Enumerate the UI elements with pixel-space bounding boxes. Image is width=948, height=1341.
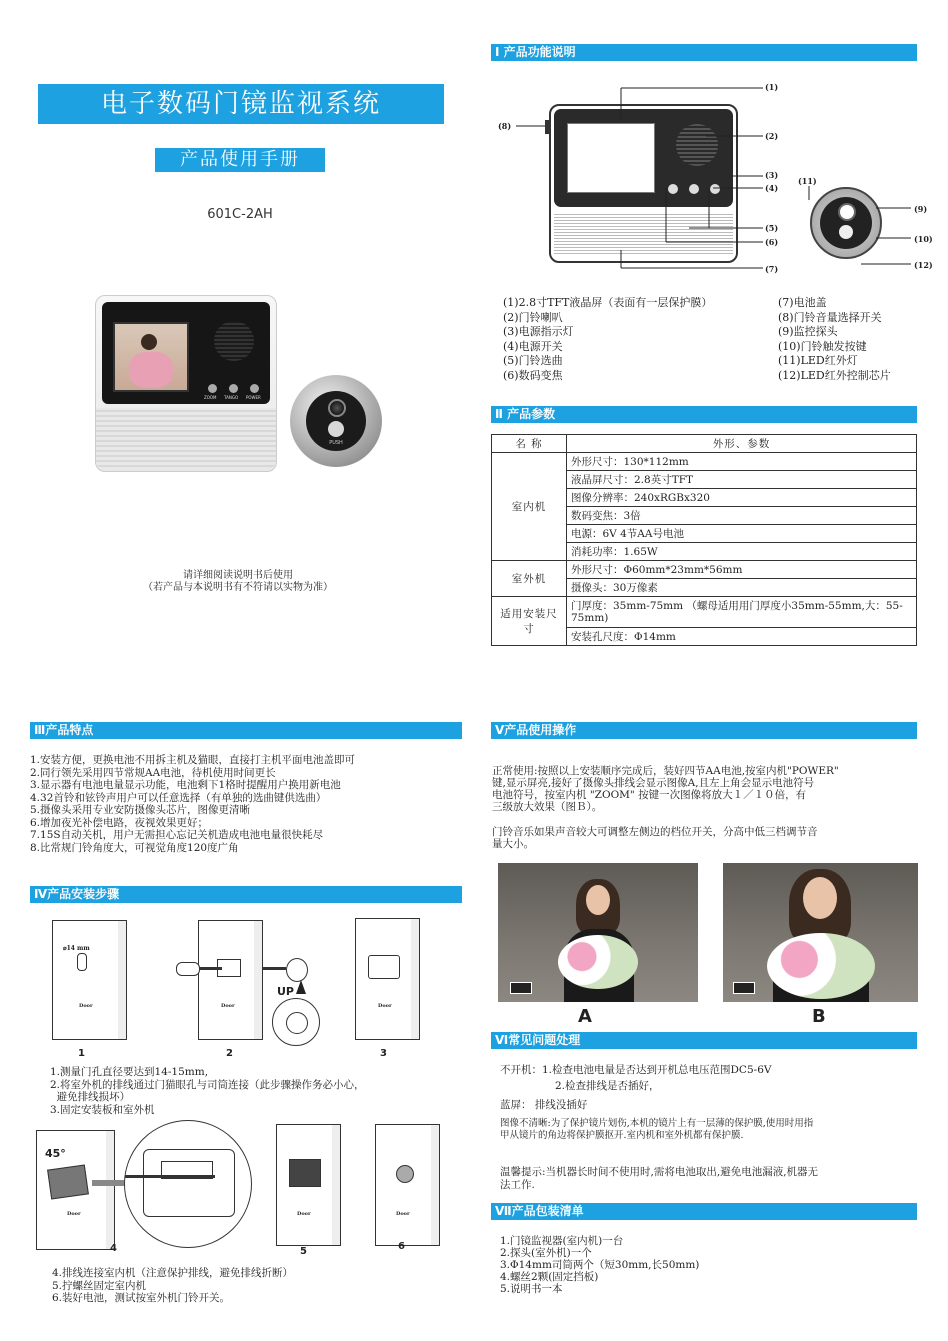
text-line: 键,显示屏亮,接好了摄像头排线会显示图像A,且左上角会显示电池符号 [492, 777, 815, 789]
screen-flowers [129, 352, 173, 388]
btn-label-tango: TANGO [224, 395, 239, 400]
feature-item: (5)门铃选曲 [503, 354, 563, 367]
photo-b-label: B [812, 1006, 826, 1027]
step-5-door-edge [332, 1124, 341, 1246]
feature-list-left [503, 296, 712, 383]
list-item: 7.15S自动关机，用户无需担心忘记关机造成电池电量很快耗尽 [30, 829, 324, 841]
battery-cover-grille [96, 408, 276, 470]
table-cell: 液晶屏尺寸：2.8英寸TFT [567, 471, 917, 489]
section-2-header: Ⅱ 产品参数 [491, 406, 917, 423]
text-line: 温馨提示:当机器长时间不使用时,需将电池取出,避免电池漏液,机器无 [500, 1166, 819, 1178]
table-cell: 图像分辨率：240xRGBx320 [567, 489, 917, 507]
arrow-left-icon [262, 967, 286, 970]
text-line: 三级放大效果（图Ｂ）。 [492, 801, 603, 813]
cover-note-line2: （若产品与本说明书有不符请以实物为准） [143, 582, 333, 593]
step-4-door-edge [106, 1130, 115, 1250]
callout-6: (6) [765, 237, 779, 247]
callout-1: (1) [765, 82, 779, 92]
indoor-screen [113, 322, 189, 392]
speaker-grille [214, 321, 254, 361]
troubleshoot-1: 不开机：1.检查电池电量是否达到开机总电压范围DC5-6V [500, 1064, 772, 1076]
table-cell: 外形尺寸：130*112mm [567, 453, 917, 471]
doorbell-camera-icon [396, 1165, 414, 1183]
section-5-header: Ⅴ产品使用操作 [491, 722, 917, 739]
list-item: 2.探头(室外机)一个 [500, 1247, 592, 1259]
text-line: 电池符号，按室内机 "ZOOM" 按键一次图像将放大１／１０倍，有 [492, 789, 807, 801]
text-line: 门铃音乐如果声音较大可调整左侧边的档位开关，分高中低三档调节音 [492, 826, 818, 838]
step-2-door [198, 920, 256, 1040]
door-label: Door [297, 1211, 311, 1217]
list-item: 8.比常规门铃角度大，可视觉角度120度广角 [30, 841, 239, 854]
feature-list-right [778, 296, 891, 383]
spec-table [491, 434, 917, 646]
feature-item: (2)门铃喇叭 [503, 310, 563, 324]
plate-inner-icon [286, 1012, 308, 1034]
feature-item: (1)2.8寸TFT液晶屏（表面有一层保护膜） [503, 296, 713, 309]
feature-item: (7)电池盖 [778, 296, 827, 309]
feature-item: (6)数码变焦 [503, 368, 563, 382]
outdoor-camera-image [290, 375, 382, 467]
table-row [492, 561, 917, 579]
section-3-header: Ⅲ产品特点 [30, 722, 462, 739]
up-label: UP [277, 985, 294, 998]
callout-4: (4) [765, 183, 779, 193]
text-line: 甲从镜片的角边将保护膜抠开.室内机和室外机都有保护膜. [500, 1129, 744, 1141]
step-6-door [375, 1124, 433, 1246]
photo-a [498, 863, 698, 1002]
list-item: 3.Φ14mm司筒两个（短30mm,长50mm) [500, 1259, 700, 1271]
feature-item: (3)电源指示灯 [503, 325, 574, 338]
tango-button-icon [229, 384, 238, 393]
row-label-indoor: 室内机 [492, 453, 567, 561]
table-cell: 安装孔尺度：Φ14mm [567, 628, 917, 646]
bell-button-icon [328, 421, 344, 437]
callout-5: (5) [765, 223, 779, 233]
btn-label-zoom: ZOOM [204, 395, 217, 400]
text-line: 法工作. [500, 1178, 535, 1191]
step-5-door [276, 1124, 334, 1246]
text-line: 量大小。 [492, 838, 534, 850]
callout-3: (3) [765, 170, 779, 180]
arrow-right-icon [200, 967, 222, 970]
step-3-door [355, 918, 413, 1040]
list-item: 1.安装方便，更换电池不用拆主机及猫眼，直接打主机平面电池盖即可 [30, 754, 356, 766]
feature-item: (4)电源开关 [503, 339, 563, 353]
table-cell: 门厚度：35mm-75mm （螺母适用用门厚度小35mm-55mm,大：55-75mm) [567, 597, 917, 628]
ribbon-cable-icon [125, 1175, 215, 1178]
table-cell: 消耗功率：1.65W [567, 543, 917, 561]
sleeve-icon [176, 962, 200, 976]
list-item: 3.固定安装板和室外机 [50, 1103, 155, 1116]
table-cell: 摄像头：30万像素 [567, 579, 917, 597]
step-4-door [36, 1130, 108, 1250]
door-hole-icon [77, 953, 87, 971]
callout-12: (12) [914, 260, 933, 270]
product-features [30, 754, 355, 854]
diagram-leader-lines [491, 70, 941, 280]
step-num-3: 3 [380, 1048, 387, 1059]
list-item: 4.排线连接室内机（注意保护排线，避免排线折断） [52, 1267, 294, 1279]
list-item: 4.螺丝2颗(固定挡板) [500, 1271, 599, 1283]
feature-item: (9)监控探头 [778, 325, 838, 338]
feature-item: (12)LED红外控制芯片 [778, 368, 891, 382]
text-line: 正常使用:按照以上安装顺序完成后，装好四节AA电池,按室内机"POWER" [492, 765, 839, 777]
up-arrow-icon [296, 980, 306, 994]
feature-item: (10)门铃触发按键 [778, 339, 867, 353]
arrow-right-icon [92, 1180, 124, 1186]
list-item: 6.装好电池，测试按室外机门铃开关。 [52, 1292, 231, 1304]
troubleshoot-2: 2.检查排线是否插好， [555, 1080, 660, 1092]
list-item: 2.将室外机的排线通过门猫眼孔与司筒连接（此步骤操作务必小心， [50, 1078, 365, 1091]
backplate-icon [143, 1149, 235, 1217]
section-1-header: Ⅰ 产品功能说明 [491, 44, 917, 61]
zoom-detail-circle [124, 1120, 252, 1248]
text-line: 图像不清晰:为了保护镜片划伤,本机的镜片上有一层薄的保护膜,使用时用指 [500, 1118, 814, 1129]
callout-11: (11) [798, 176, 817, 186]
photo-a-flowers [558, 935, 638, 989]
callout-7: (7) [765, 264, 779, 274]
table-row [492, 597, 917, 628]
cover-subtitle: 产品使用手册 [155, 148, 325, 172]
row-label-install: 适用安装尺寸 [492, 597, 567, 646]
list-item: 1.测量门孔直径要达到14-15mm, [50, 1066, 209, 1078]
list-item: 避免排线损坏） [50, 1091, 131, 1103]
install-steps-a [50, 1066, 365, 1116]
callout-9: (9) [914, 204, 928, 214]
table-head-spec: 外形、参数 [567, 435, 917, 453]
photo-a-face [586, 885, 610, 915]
camera-face [306, 391, 366, 451]
battery-icon [733, 982, 755, 994]
step-num-6: 6 [398, 1241, 405, 1252]
section-6-header: Ⅵ常见问题处理 [491, 1032, 917, 1049]
cover-model: 601C-2AH [207, 207, 273, 222]
door-label: Door [67, 1211, 81, 1217]
door-label: Door [396, 1211, 410, 1217]
callout-2: (2) [765, 131, 779, 141]
row-label-outdoor: 室外机 [492, 561, 567, 597]
list-item: 5.说明书一本 [500, 1283, 563, 1295]
indoor-mounted-icon [289, 1159, 321, 1187]
callout-10: (10) [914, 234, 933, 244]
list-item: 6.增加夜光补偿电路，夜视效果更好； [30, 816, 209, 829]
zoom-button-icon [208, 384, 217, 393]
list-item: 5.拧螺丝固定室内机 [52, 1279, 147, 1292]
step-3-door-edge [411, 918, 420, 1040]
angle-label: 45° [45, 1147, 66, 1160]
table-head-name: 名 称 [492, 435, 567, 453]
table-cell: 数码变焦：3倍 [567, 507, 917, 525]
indoor-tilted-icon [47, 1165, 89, 1200]
cover-note-line1: 请详细阅读说明书后使用 [183, 570, 293, 581]
usage-para-2 [492, 826, 818, 850]
list-item: 2.同行领先采用四节常规AA电池，待机使用时间更长 [30, 766, 276, 779]
usage-para-1 [492, 765, 839, 813]
install-steps-b [52, 1267, 293, 1305]
camera-lens-icon [328, 399, 346, 417]
step-num-5: 5 [300, 1246, 307, 1257]
door-label: Door [79, 1003, 93, 1009]
callout-8: (8) [498, 121, 512, 131]
troubleshoot-5 [500, 1166, 818, 1191]
step-1-door [52, 920, 120, 1040]
section-7-header: Ⅶ产品包装清单 [491, 1203, 917, 1220]
table-row [492, 435, 917, 453]
list-item: 5.摄像头采用专业安防摄像头芯片，图像更清晰 [30, 804, 251, 816]
mounted-camera-icon [368, 955, 400, 979]
list-item: 3.显示器有电池电量显示功能，电池剩下1格时提醒用户换用新电池 [30, 779, 341, 791]
feature-item: (8)门铃音量选择开关 [778, 310, 882, 324]
step-1-door-edge [118, 920, 127, 1040]
mount-plate-round-icon [272, 998, 320, 1046]
table-cell: 外形尺寸：Φ60mm*23mm*56mm [567, 561, 917, 579]
step-num-2: 2 [226, 1048, 233, 1059]
step-6-door-edge [431, 1124, 440, 1246]
cover-title: 电子数码门镜监视系统 [100, 89, 381, 119]
push-label: PUSH [329, 440, 343, 446]
power-button-icon [250, 384, 259, 393]
troubleshoot-3: 蓝屏： 排线没插好 [500, 1099, 588, 1111]
screen-person [141, 334, 157, 350]
section-4-header: Ⅳ产品安装步骤 [30, 886, 462, 903]
table-cell: 电源：6V 4节AA号电池 [567, 525, 917, 543]
photo-b [723, 863, 918, 1002]
photo-b-face [803, 877, 837, 919]
list-item: 1.门镜监视器(室内机)一台 [500, 1235, 624, 1247]
battery-icon [510, 982, 532, 994]
camera-side-icon [286, 958, 308, 982]
btn-label-power: POWER [246, 395, 261, 400]
photo-b-flowers [767, 933, 875, 999]
hole-size-label: ⌀14 mm [63, 945, 90, 952]
troubleshoot-4 [500, 1118, 813, 1141]
photo-a-label: A [578, 1006, 592, 1027]
door-label: Door [378, 1003, 392, 1009]
step-2-door-edge [254, 920, 263, 1040]
list-item: 4.32首铃和铉铃声用户可以任意选择（有单独的选曲键供选曲） [30, 791, 327, 804]
step-num-4: 4 [110, 1243, 117, 1254]
step-num-1: 1 [78, 1048, 85, 1059]
indoor-unit-image [95, 295, 277, 472]
package-list [500, 1235, 699, 1295]
door-label: Door [221, 1003, 235, 1009]
feature-item: (11)LED红外灯 [778, 354, 858, 367]
table-row [492, 453, 917, 471]
